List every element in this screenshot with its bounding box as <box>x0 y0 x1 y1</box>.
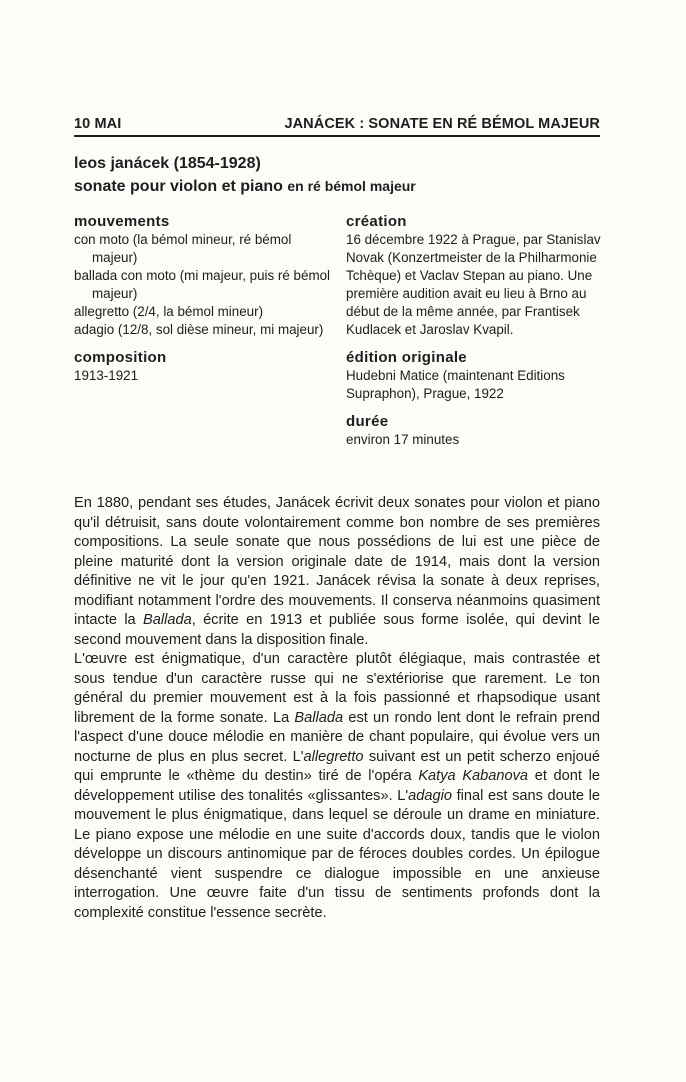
title-allegretto: allegretto <box>303 748 364 765</box>
mouvement-item: con moto (la bémol mineur, ré bémol majeur) <box>74 232 292 265</box>
title-ballada: Ballada <box>143 612 192 628</box>
right-column <box>346 212 608 449</box>
paragraph-2 <box>74 650 600 923</box>
paragraph-1 <box>74 494 600 650</box>
header-title: JANÁCEK : SONATE EN RÉ BÉMOL MAJEUR <box>284 116 600 132</box>
composition-heading: composition <box>74 349 167 366</box>
title-ballada: Ballada <box>294 709 344 726</box>
mouvement-item: allegretto (2/4, la bémol mineur) <box>74 304 264 319</box>
work-title <box>74 153 614 198</box>
edition-heading: édition originale <box>346 349 467 366</box>
title-adagio: adagio <box>408 787 452 804</box>
composition-text: 1913-1921 <box>74 368 139 383</box>
header-date: 10 MAI <box>74 116 122 132</box>
work-title-line <box>74 175 614 198</box>
text-run: L'œuvre est énigmatique, d'un caractère plutôt élégiaque, mais contrastée et sous tendue d'un caractère russe qui ne s'extériorise que rarement. Le ton général du premier mouvement est à la fois passionné et rhapsodique usant librement de la forme sonate. La <box>74 651 600 726</box>
body-text <box>74 494 600 923</box>
text-run: suivant est un petit scherzo enjoué qui emprunte le «thème du destin» tiré de l'opéra <box>74 748 600 784</box>
text-run: et dont le développement utilise des tonalités «glissantes». L' <box>74 768 600 804</box>
work-title-key: en ré bémol majeur <box>287 178 416 194</box>
duree-text: environ 17 minutes <box>346 432 460 447</box>
creation-heading: création <box>346 213 407 230</box>
title-katya: Katya Kabanova <box>418 768 529 784</box>
work-title-main: sonate pour violon et piano <box>74 178 283 195</box>
mouvements-heading: mouvements <box>74 213 170 230</box>
text-run: final est sans doute le mouvement le plus énigmatique, dans lequel se déroule un drame en miniature. Le piano expose une mélodie en une suite d'accords doux, tandis que le violon développe un discours antinomique par de féroces doubles cordes. Un épilogue désenchanté vient suspendre ce dialogue impossible en une anxieuse interrogation. Une œuvre faite d'un tissu de sentiments profonds dont la complexité constitue l'essence secrète. <box>74 787 600 921</box>
page-header <box>74 116 600 137</box>
edition-text: Hudebni Matice (maintenant Editions Supraphon), Prague, 1922 <box>346 368 565 401</box>
text-run: , écrite en 1913 et publiée sous forme isolée, qui devint le second mouvement dans la disposition finale. <box>74 612 600 648</box>
mouvement-item: ballada con moto (mi majeur, puis ré bémol majeur) <box>74 268 331 301</box>
duree-heading: durée <box>346 413 389 430</box>
text-run: est un rondo lent dont le refrain prend l'aspect d'une douce mélodie en manière de chant populaire, qui évolue vers un nocturne de plus en plus secret. L' <box>74 709 600 765</box>
creation-text: 16 décembre 1922 à Prague, par Stanislav Novak (Konzertmeister de la Philharmonie Tchèque) et Vaclav Stepan au piano. Une première audition avait eu lieu à Brno au début de la même année, par Frantisek Kudlacek et Jaroslav Kvapil. <box>346 232 601 337</box>
left-column <box>74 212 334 385</box>
composer-line: leos janácek (1854-1928) <box>74 155 261 172</box>
text-run: En 1880, pendant ses études, Janácek écrivit deux sonates pour violon et piano qu'il détruisit, sans doute volontairement comme bon nombre de ses premières compositions. La seule sonate que nous possédions de lui est une pièce de pleine maturité dont la version originale date de 1914, mais dont la version définitive ne vit le jour qu'en 1921. Janácek révisa la sonate à deux reprises, modifiant notamment l'ordre des mouvements. Il conserva néanmoins quasiment intacte la <box>74 495 600 628</box>
mouvement-item: adagio (12/8, sol dièse mineur, mi majeur) <box>74 322 324 337</box>
